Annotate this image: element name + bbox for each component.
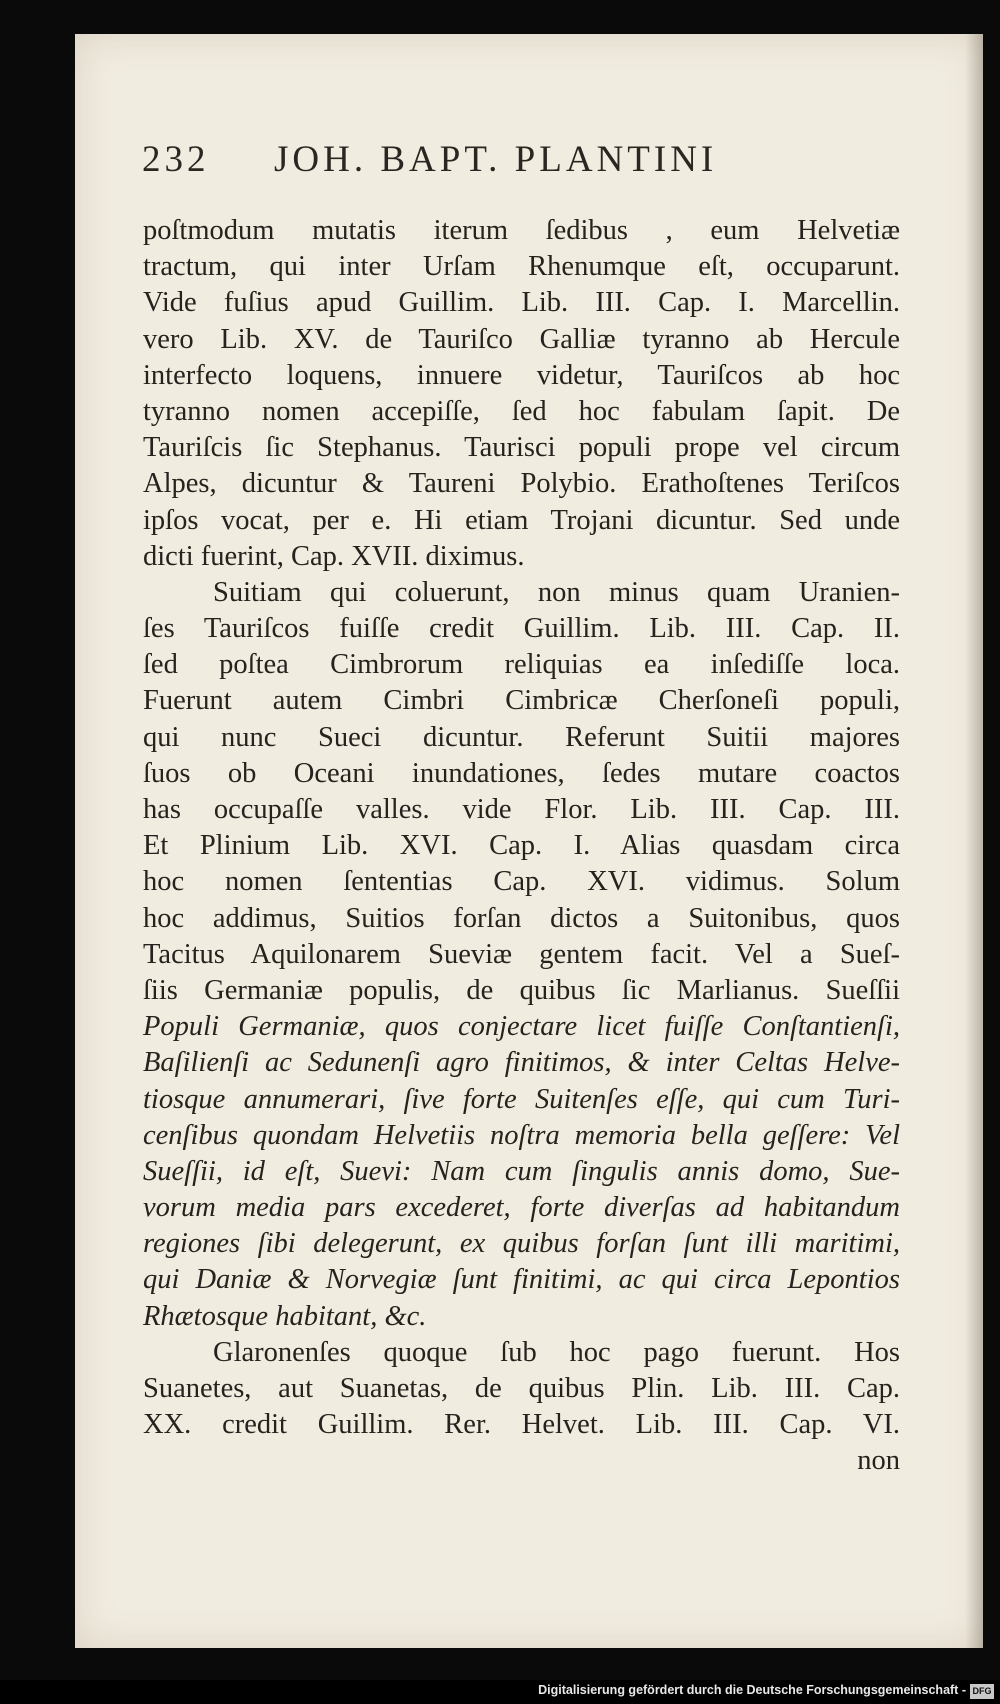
text-line: vorum media pars excederet, forte diverſas ad habitandum bbox=[143, 1192, 900, 1224]
catchword: non bbox=[857, 1445, 900, 1477]
text-line: ſiis Germaniæ populis, de quibus ſic Marlianus. Sueſſii bbox=[143, 974, 900, 1006]
text-line: Rhætosque habitant, &c. bbox=[143, 1300, 427, 1332]
text-line: poſtmodum mutatis iterum ſedibus , eum Helvetiæ bbox=[143, 215, 900, 246]
text-line: Tauriſcis ſic Stephanus. Taurisci populi prope vel circum bbox=[143, 432, 900, 464]
text-line: cenſibus quondam Helvetiis noſtra memoria bella geſſere: Vel bbox=[143, 1119, 900, 1151]
text-line: Suanetes, aut Suanetas, de quibus Plin. Lib. III. Cap. bbox=[143, 1373, 900, 1404]
text-line: Sueſſii, id eſt, Suevi: Nam cum ſingulis annis domo, Sue- bbox=[143, 1155, 900, 1187]
text-line: dicti fuerint, Cap. XVII. diximus. bbox=[143, 540, 525, 572]
dfg-logo-icon: DFG bbox=[970, 1684, 994, 1699]
text-line: Fuerunt autem Cimbri Cimbricæ Cherſoneſi populi, bbox=[143, 685, 900, 717]
text-line: Suitiam qui coluerunt, non minus quam Uranien- bbox=[213, 576, 900, 608]
text-line: ſes Tauriſcos fuiſſe credit Guillim. Lib. III. Cap. II. bbox=[143, 613, 900, 645]
page-number: 232 bbox=[142, 139, 210, 180]
text-line: regiones ſibi delegerunt, ex quibus forſan ſunt illi maritimi, bbox=[143, 1228, 900, 1260]
text-line: interfecto loquens, innuere videtur, Tauriſcos ab hoc bbox=[143, 359, 900, 391]
page-edge-shadow bbox=[965, 34, 983, 1648]
text-line: tyranno nomen accepiſſe, ſed hoc fabulam ſapit. De bbox=[143, 395, 900, 427]
text-line: vero Lib. XV. de Tauriſco Galliæ tyranno ab Hercule bbox=[143, 323, 900, 355]
text-line: tractum, qui inter Urſam Rhenumque eſt, occuparunt. bbox=[143, 251, 900, 283]
running-head bbox=[142, 108, 822, 178]
text-line: Glaronenſes quoque ſub hoc pago fuerunt. Hos bbox=[213, 1336, 900, 1368]
text-line: Populi Germaniæ, quos conjectare licet fuiſſe Conſtantienſi, bbox=[143, 1011, 900, 1043]
text-line: ſed poſtea Cimbrorum reliquias ea inſediſſe loca. bbox=[143, 649, 900, 681]
running-title: JOH. BAPT. PLANTINI bbox=[274, 139, 718, 180]
text-line: Alpes, dicuntur & Taureni Polybio. Erathoſtenes Teriſcos bbox=[143, 468, 900, 500]
text-line: Vide fuſius apud Guillim. Lib. III. Cap. I. Marcellin. bbox=[143, 287, 900, 319]
text-line: qui nunc Sueci dicuntur. Referunt Suitii majores bbox=[143, 721, 900, 753]
text-line: Et Plinium Lib. XVI. Cap. I. Alias quasdam circa bbox=[143, 830, 900, 862]
text-line: tiosque annumerari, ſive forte Suitenſes eſſe, qui cum Turi- bbox=[143, 1083, 900, 1115]
text-line: Tacitus Aquilonarem Sueviæ gentem facit. Vel a Sueſ- bbox=[143, 938, 900, 970]
funding-credit: Digitalisierung gefördert durch die Deutsche Forschungsgemeinschaft - bbox=[538, 1683, 966, 1697]
text-line: has occupaſſe valles. vide Flor. Lib. III. Cap. III. bbox=[143, 794, 900, 825]
text-line: XX. credit Guillim. Rer. Helvet. Lib. III. Cap. VI. bbox=[143, 1409, 900, 1441]
text-line: hoc nomen ſententias Cap. XVI. vidimus. Solum bbox=[143, 866, 900, 898]
body-text bbox=[143, 213, 900, 1480]
text-line: hoc addimus, Suitios forſan dictos a Suitonibus, quos bbox=[143, 902, 900, 934]
text-line: qui Daniæ & Norvegiæ ſunt finitimi, ac qui circa Lepontios bbox=[143, 1264, 900, 1296]
text-line: ipſos vocat, per e. Hi etiam Trojani dicuntur. Sed unde bbox=[143, 504, 900, 536]
text-line: ſuos ob Oceani inundationes, ſedes mutare coactos bbox=[143, 757, 900, 789]
text-line: Baſilienſi ac Sedunenſi agro finitimos, & inter Celtas Helve- bbox=[143, 1047, 900, 1079]
